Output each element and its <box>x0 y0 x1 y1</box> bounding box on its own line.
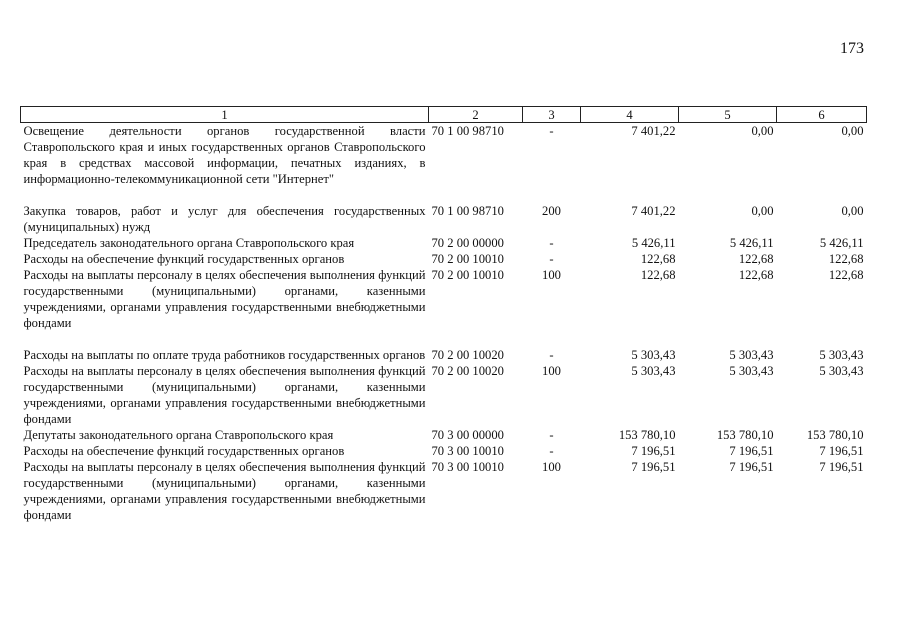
table-row <box>21 443 867 459</box>
row-name: Расходы на обеспечение функций государственных органов <box>23 252 345 266</box>
row-code: 70 1 00 98710 <box>431 124 504 138</box>
row-value-6: 0,00 <box>841 124 864 138</box>
table-header <box>21 107 867 123</box>
row-value-6: 7 196,51 <box>819 444 864 458</box>
table-row <box>21 251 867 267</box>
row-value-4: 153 780,10 <box>618 428 676 442</box>
row-value-6: 122,68 <box>828 268 864 282</box>
row-value-4: 7 196,51 <box>631 460 676 474</box>
row-value-5: 5 426,11 <box>729 236 774 250</box>
row-kind: - <box>549 428 554 442</box>
row-name: Председатель законодательного органа Ставропольского края <box>23 236 355 250</box>
row-kind: - <box>549 236 554 250</box>
table-body <box>21 123 867 524</box>
row-value-6: 122,68 <box>828 252 864 266</box>
row-value-5: 153 780,10 <box>716 428 774 442</box>
table-row <box>21 427 867 443</box>
column-header-1: 1 <box>21 107 429 123</box>
row-kind: - <box>549 252 554 266</box>
row-value-4: 5 303,43 <box>631 364 676 378</box>
row-name: Освещение деятельности органов государственной власти Ставропольского края и иных государственных органов Ставропольского края в средствах массовой информации, печатных изданиях, в информационно-телекоммуникационной сети "Интернет" <box>23 124 426 186</box>
row-value-4: 5 426,11 <box>631 236 676 250</box>
row-name: Расходы на выплаты персоналу в целях обеспечения выполнения функций государственными (муниципальными) органами, казенными учреждениями, органами управления государственными внебюджетными фондами <box>23 364 426 426</box>
row-name: Депутаты законодательного органа Ставропольского края <box>23 428 334 442</box>
row-name: Расходы на выплаты персоналу в целях обеспечения выполнения функций государственными (муниципальными) органами, казенными учреждениями, органами управления государственными внебюджетными фондами <box>23 268 426 330</box>
row-kind: - <box>549 444 554 458</box>
row-value-5: 122,68 <box>738 252 774 266</box>
page-number: 173 <box>840 40 864 57</box>
table-row <box>21 347 867 363</box>
row-value-4: 7 401,22 <box>631 124 676 138</box>
column-header-2: 2 <box>429 107 523 123</box>
table-row <box>21 235 867 251</box>
row-value-5: 0,00 <box>751 124 774 138</box>
row-value-5: 122,68 <box>738 268 774 282</box>
row-value-5: 0,00 <box>751 204 774 218</box>
row-value-6: 5 303,43 <box>819 364 864 378</box>
row-code: 70 3 00 10010 <box>431 460 504 474</box>
row-value-6: 7 196,51 <box>819 460 864 474</box>
row-kind: 100 <box>542 268 561 282</box>
row-kind: 200 <box>542 204 561 218</box>
row-kind: 100 <box>542 460 561 474</box>
row-name: Расходы на выплаты по оплате труда работников государственных органов <box>23 348 426 362</box>
column-header-4: 4 <box>581 107 679 123</box>
row-value-5: 7 196,51 <box>729 460 774 474</box>
table-row <box>21 363 867 427</box>
row-value-6: 5 303,43 <box>819 348 864 362</box>
row-name: Закупка товаров, работ и услуг для обеспечения государственных (муниципальных) нужд <box>23 204 426 234</box>
table-row <box>21 203 867 235</box>
column-header-6: 6 <box>777 107 867 123</box>
row-code: 70 3 00 10010 <box>431 444 504 458</box>
row-value-5: 7 196,51 <box>729 444 774 458</box>
row-value-4: 122,68 <box>640 268 676 282</box>
row-kind: 100 <box>542 364 561 378</box>
row-kind: - <box>549 348 554 362</box>
row-value-5: 5 303,43 <box>729 348 774 362</box>
row-value-6: 5 426,11 <box>819 236 864 250</box>
row-value-6: 0,00 <box>841 204 864 218</box>
row-code: 70 2 00 10020 <box>431 364 504 378</box>
column-header-3: 3 <box>523 107 581 123</box>
row-name: Расходы на обеспечение функций государственных органов <box>23 444 345 458</box>
row-code: 70 2 00 10020 <box>431 348 504 362</box>
row-code: 70 3 00 00000 <box>431 428 504 442</box>
row-value-4: 7 401,22 <box>631 204 676 218</box>
row-kind: - <box>549 124 554 138</box>
row-value-4: 7 196,51 <box>631 444 676 458</box>
row-value-4: 5 303,43 <box>631 348 676 362</box>
budget-table <box>20 106 867 523</box>
row-value-5: 5 303,43 <box>729 364 774 378</box>
row-code: 70 2 00 10010 <box>431 268 504 282</box>
column-header-5: 5 <box>679 107 777 123</box>
table-row <box>21 267 867 347</box>
row-value-6: 153 780,10 <box>806 428 864 442</box>
table-row <box>21 123 867 204</box>
row-code: 70 2 00 10010 <box>431 252 504 266</box>
row-code: 70 1 00 98710 <box>431 204 504 218</box>
row-code: 70 2 00 00000 <box>431 236 504 250</box>
row-value-4: 122,68 <box>640 252 676 266</box>
header-row <box>21 107 867 123</box>
table-row <box>21 459 867 523</box>
row-name: Расходы на выплаты персоналу в целях обеспечения выполнения функций государственными (муниципальными) органами, казенными учреждениями, органами управления государственными внебюджетными фондами <box>23 460 426 522</box>
